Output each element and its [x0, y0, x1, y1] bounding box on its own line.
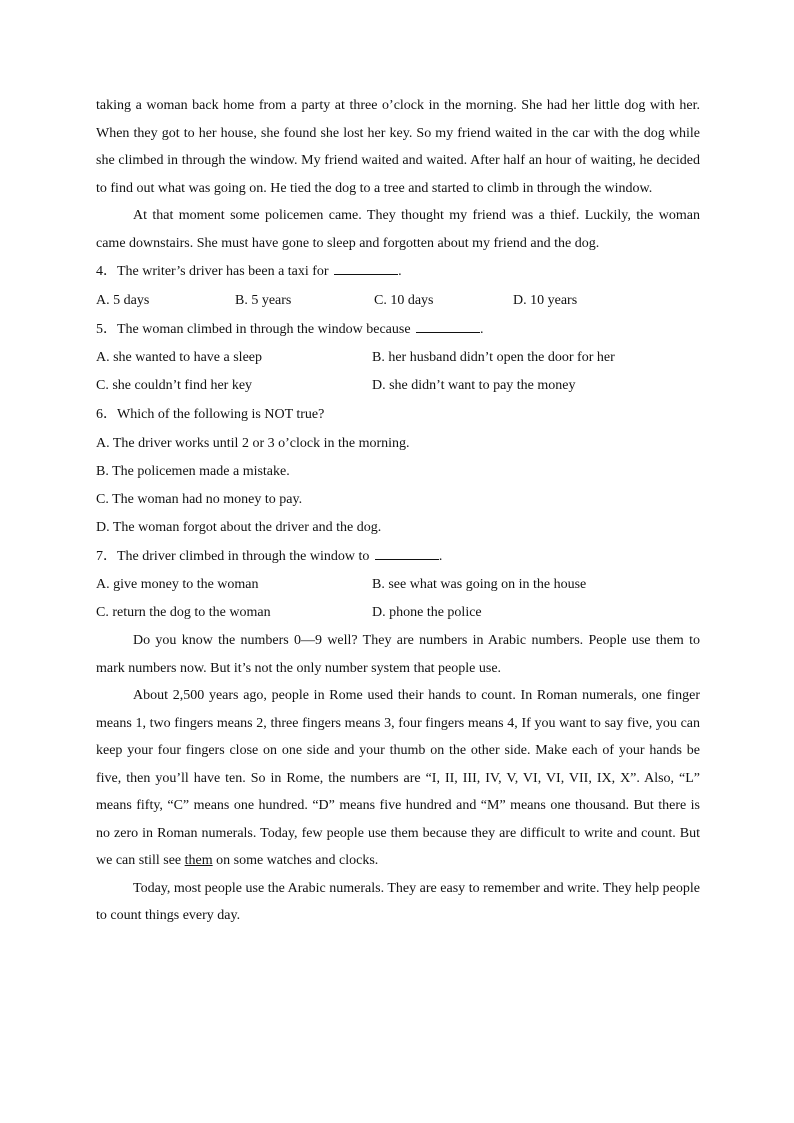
- answer-blank: [375, 544, 439, 560]
- question-7-options: [96, 571, 700, 627]
- answer-blank: [416, 317, 480, 333]
- passage2-paragraph-2-end: on some watches and clocks.: [216, 853, 379, 868]
- question-4-options: [96, 287, 700, 315]
- question-4: [96, 257, 700, 287]
- option-c: C. return the dog to the woman: [96, 605, 271, 620]
- option-b: B. her husband didn’t open the door for her: [372, 350, 615, 365]
- option-d: D. phone the police: [372, 605, 482, 620]
- option-c: C. The woman had no money to pay.: [96, 491, 303, 507]
- option-b: B. 5 years: [235, 292, 292, 308]
- option-c: C. she couldn’t find her key: [96, 378, 253, 393]
- question-6: [96, 400, 700, 430]
- question-5: [96, 315, 700, 345]
- underlined-word: them: [184, 853, 213, 868]
- option-a: A. give money to the woman: [96, 577, 259, 592]
- question-4-stem: 4．The writer’s driver has been a taxi for: [96, 264, 329, 279]
- question-7-stem: 7．The driver climbed in through the window to: [96, 548, 370, 564]
- question-6-stem: 6．Which of the following is NOT true?: [96, 407, 325, 422]
- option-b: B. see what was going on in the house: [372, 577, 587, 592]
- passage2-paragraph-2: [96, 682, 700, 875]
- option-d: D. 10 years: [513, 292, 578, 308]
- passage1-paragraph-2: At that moment some policemen came. They thought my friend was a thief. Luckily, the woman came downstairs. She must have gone to sleep and forgotten about my friend and the dog.: [96, 208, 700, 251]
- option-b: B. The policemen made a mistake.: [96, 463, 290, 479]
- document-page: [96, 92, 700, 930]
- question-7-end: .: [438, 548, 443, 564]
- answer-blank: [334, 259, 398, 275]
- passage1-paragraph-1: taking a woman back home from a party at three o’clock in the morning. She had her little dog with her. When they got to her house, she found she lost her key. So my friend waited in the car with the dog while she climbed in through the window. My friend waited and waited. After half an hour of waiting, he decided to find out what was going on. He tied the dog to a tree and started to climb in through the window.: [96, 98, 700, 196]
- question-7: [96, 542, 700, 572]
- passage2-paragraph-2-text: About 2,500 years ago, people in Rome used their hands to count. In Roman numerals, one finger means 1, two fingers means 2, three fingers means 3, four fingers means 4, If you want to say five, you can keep your four fingers close on one side and your thumb on the other side. Make each of your hands be five, then you’ll have ten. So in Rome, the numbers are “I, II, III, IV, V, VI, VI, VII, IX, X”. Also, “L” means fifty, “C” means one hundred. “D” means five hundred and “M” means one thousand. But there is no zero in Roman numerals. Today, few people use them because they are difficult to write and count. But we can still see: [96, 688, 700, 868]
- question-5-stem: 5．The woman climbed in through the window because: [96, 321, 411, 337]
- question-4-end: .: [398, 264, 402, 279]
- option-a: A. she wanted to have a sleep: [96, 350, 262, 365]
- option-d: D. she didn’t want to pay the money: [372, 378, 576, 393]
- passage2-paragraph-3: Today, most people use the Arabic numerals. They are easy to remember and write. They help people to count things every day.: [96, 880, 700, 923]
- question-5-end: .: [480, 321, 484, 337]
- question-5-options: [96, 344, 700, 400]
- option-c: C. 10 days: [374, 292, 434, 308]
- question-6-options: [96, 430, 700, 542]
- option-a: A. 5 days: [96, 292, 150, 308]
- option-a: A. The driver works until 2 or 3 o’clock in the morning.: [96, 435, 410, 451]
- option-d: D. The woman forgot about the driver and the dog.: [96, 519, 382, 535]
- passage2-paragraph-1: Do you know the numbers 0—9 well? They are numbers in Arabic numbers. People use them to mark numbers now. But it’s not the only number system that people use.: [96, 633, 700, 676]
